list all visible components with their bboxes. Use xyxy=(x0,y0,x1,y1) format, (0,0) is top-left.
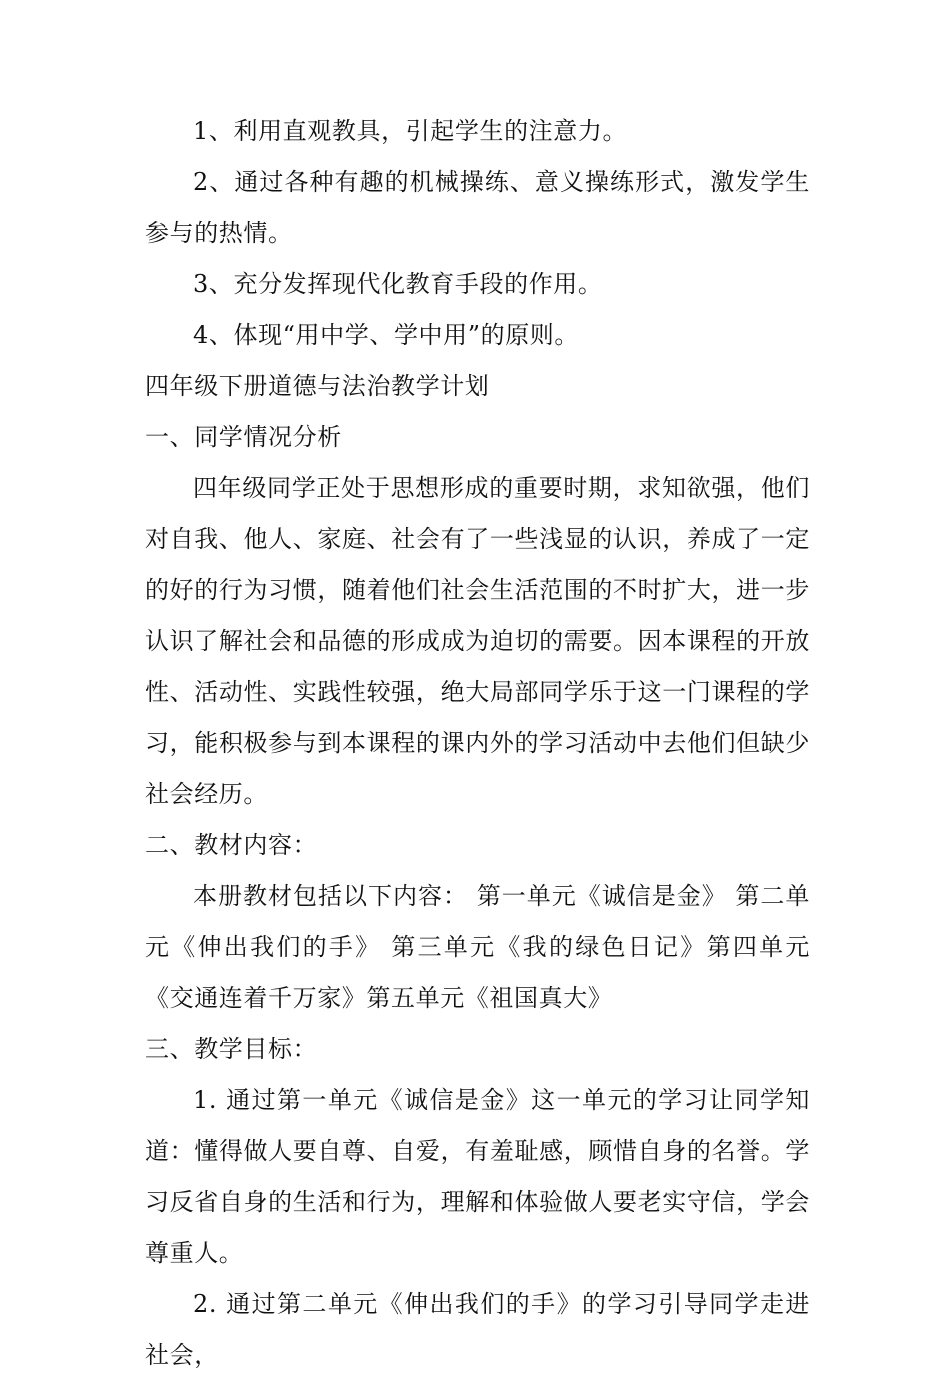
list-item-2: 2、通过各种有趣的机械操练、意义操练形式，激发学生参与的热情。 xyxy=(145,168,810,247)
section-heading-3: 三、教学目标： xyxy=(145,1035,318,1063)
document-title: 四年级下册道德与法治教学计划 xyxy=(145,372,490,400)
goal-item-1: 1. 通过第一单元《诚信是金》这一单元的学习让同学知道：懂得做人要自尊、自爱，有羞耻感，顾惜自身的名誉。学习反省自身的生活和行为，理解和体验做人要老实守信，学会尊重人。 xyxy=(145,1086,810,1267)
section-heading-1: 一、同学情况分析 xyxy=(145,423,342,451)
list-item-4: 4、体现“用中学、学中用”的原则。 xyxy=(193,321,580,349)
section-2-paragraph: 本册教材包括以下内容： 第一单元《诚信是金》 第二单元《伸出我们的手》 第三单元《我的绿色日记》第四单元《交通连着千万家》第五单元《祖国真大》 xyxy=(145,882,810,1012)
document-body xyxy=(145,106,810,1381)
section-heading-2: 二、教材内容： xyxy=(145,831,318,859)
section-1-paragraph: 四年级同学正处于思想形成的重要时期，求知欲强，他们对自我、他人、家庭、社会有了一些浅显的认识，养成了一定的好的行为习惯，随着他们社会生活范围的不时扩大，进一步认识了解社会和品德的形成成为迫切的需要。因本课程的开放性、活动性、实践性较强，绝大局部同学乐于这一门课程的学习，能积极参与到本课程的课内外的学习活动中去他们但缺少社会经历。 xyxy=(145,474,810,808)
goal-item-2: 2. 通过第二单元《伸出我们的手》的学习引导同学走进社会， xyxy=(145,1290,810,1369)
list-item-3: 3、充分发挥现代化教育手段的作用。 xyxy=(193,270,603,298)
list-item-1: 1、利用直观教具，引起学生的注意力。 xyxy=(193,117,628,145)
